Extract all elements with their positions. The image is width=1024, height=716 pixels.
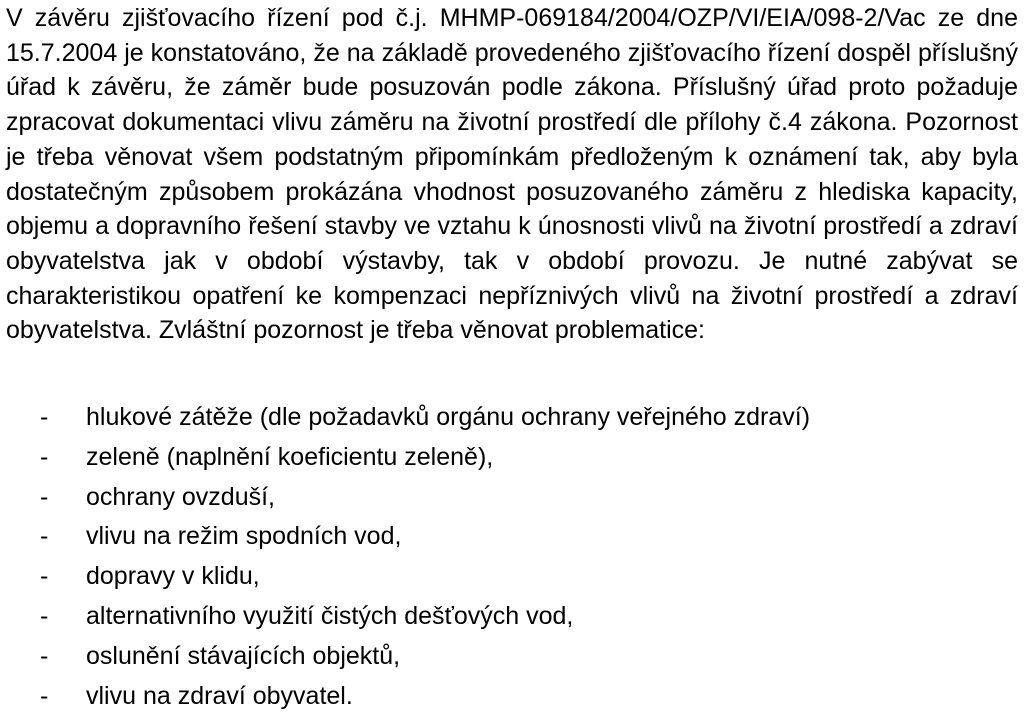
list-item <box>6 398 1018 438</box>
list-item <box>6 597 1018 637</box>
list-item-text: vlivu na režim spodních vod, <box>86 522 402 551</box>
list-item-text: oslunění stávajících objektů, <box>86 641 401 670</box>
list-item-text: alternativního využití čistých dešťových vod, <box>86 601 574 630</box>
list-item <box>6 677 1018 716</box>
list-item <box>6 517 1018 557</box>
list-item-text: vlivu na zdraví obyvatel. <box>86 681 353 710</box>
body-paragraph: V závěru zjišťovacího řízení pod č.j. MHMP-069184/2004/OZP/VI/EIA/098-2/Vac ze dne 15.7.2004 je konstatováno, že na základě provedeného zjišťovacího řízení dospěl příslušný úřad k závěru, že záměr bude posuzován podle zákona. Příslušný úřad proto požaduje zpracovat dokumentaci vlivu záměru na životní prostředí dle přílohy č.4 zákona. Pozornost je třeba věnovat všem podstatným připomínkám předloženým k oznámení tak, aby byla dostatečným způsobem prokázána vhodnost posuzovaného záměru z hlediska kapacity, objemu a dopravního řešení stavby ve vztahu k únosnosti vlivů na životní prostředí a zdraví obyvatelstva jak v období výstavby, tak v období provozu. Je nutné zabývat se charakteristikou opatření ke kompenzaci nepříznivých vlivů na životní prostředí a zdraví obyvatelstva. Zvláštní pozornost je třeba věnovat problematice: <box>6 4 1018 345</box>
bullet-dash: - <box>40 403 49 431</box>
list-item <box>6 478 1018 518</box>
bullet-dash: - <box>40 641 49 670</box>
bullet-dash: - <box>40 522 49 551</box>
bullet-dash: - <box>40 601 49 630</box>
list-item <box>6 557 1018 597</box>
requirements-list <box>6 398 1018 716</box>
list-item-text: zeleně (naplnění koeficientu zeleně), <box>86 442 494 471</box>
bullet-dash: - <box>40 442 49 471</box>
list-item-text: hlukové zátěže (dle požadavků orgánu ochrany veřejného zdraví) <box>86 403 811 431</box>
bullet-dash: - <box>40 681 49 710</box>
list-item-text: dopravy v klidu, <box>86 562 260 591</box>
document-page <box>6 0 1018 716</box>
list-item-text: ochrany ovzduší, <box>86 482 275 511</box>
list-item <box>6 637 1018 677</box>
bullet-dash: - <box>40 482 49 511</box>
list-item <box>6 438 1018 478</box>
bullet-dash: - <box>40 562 49 591</box>
